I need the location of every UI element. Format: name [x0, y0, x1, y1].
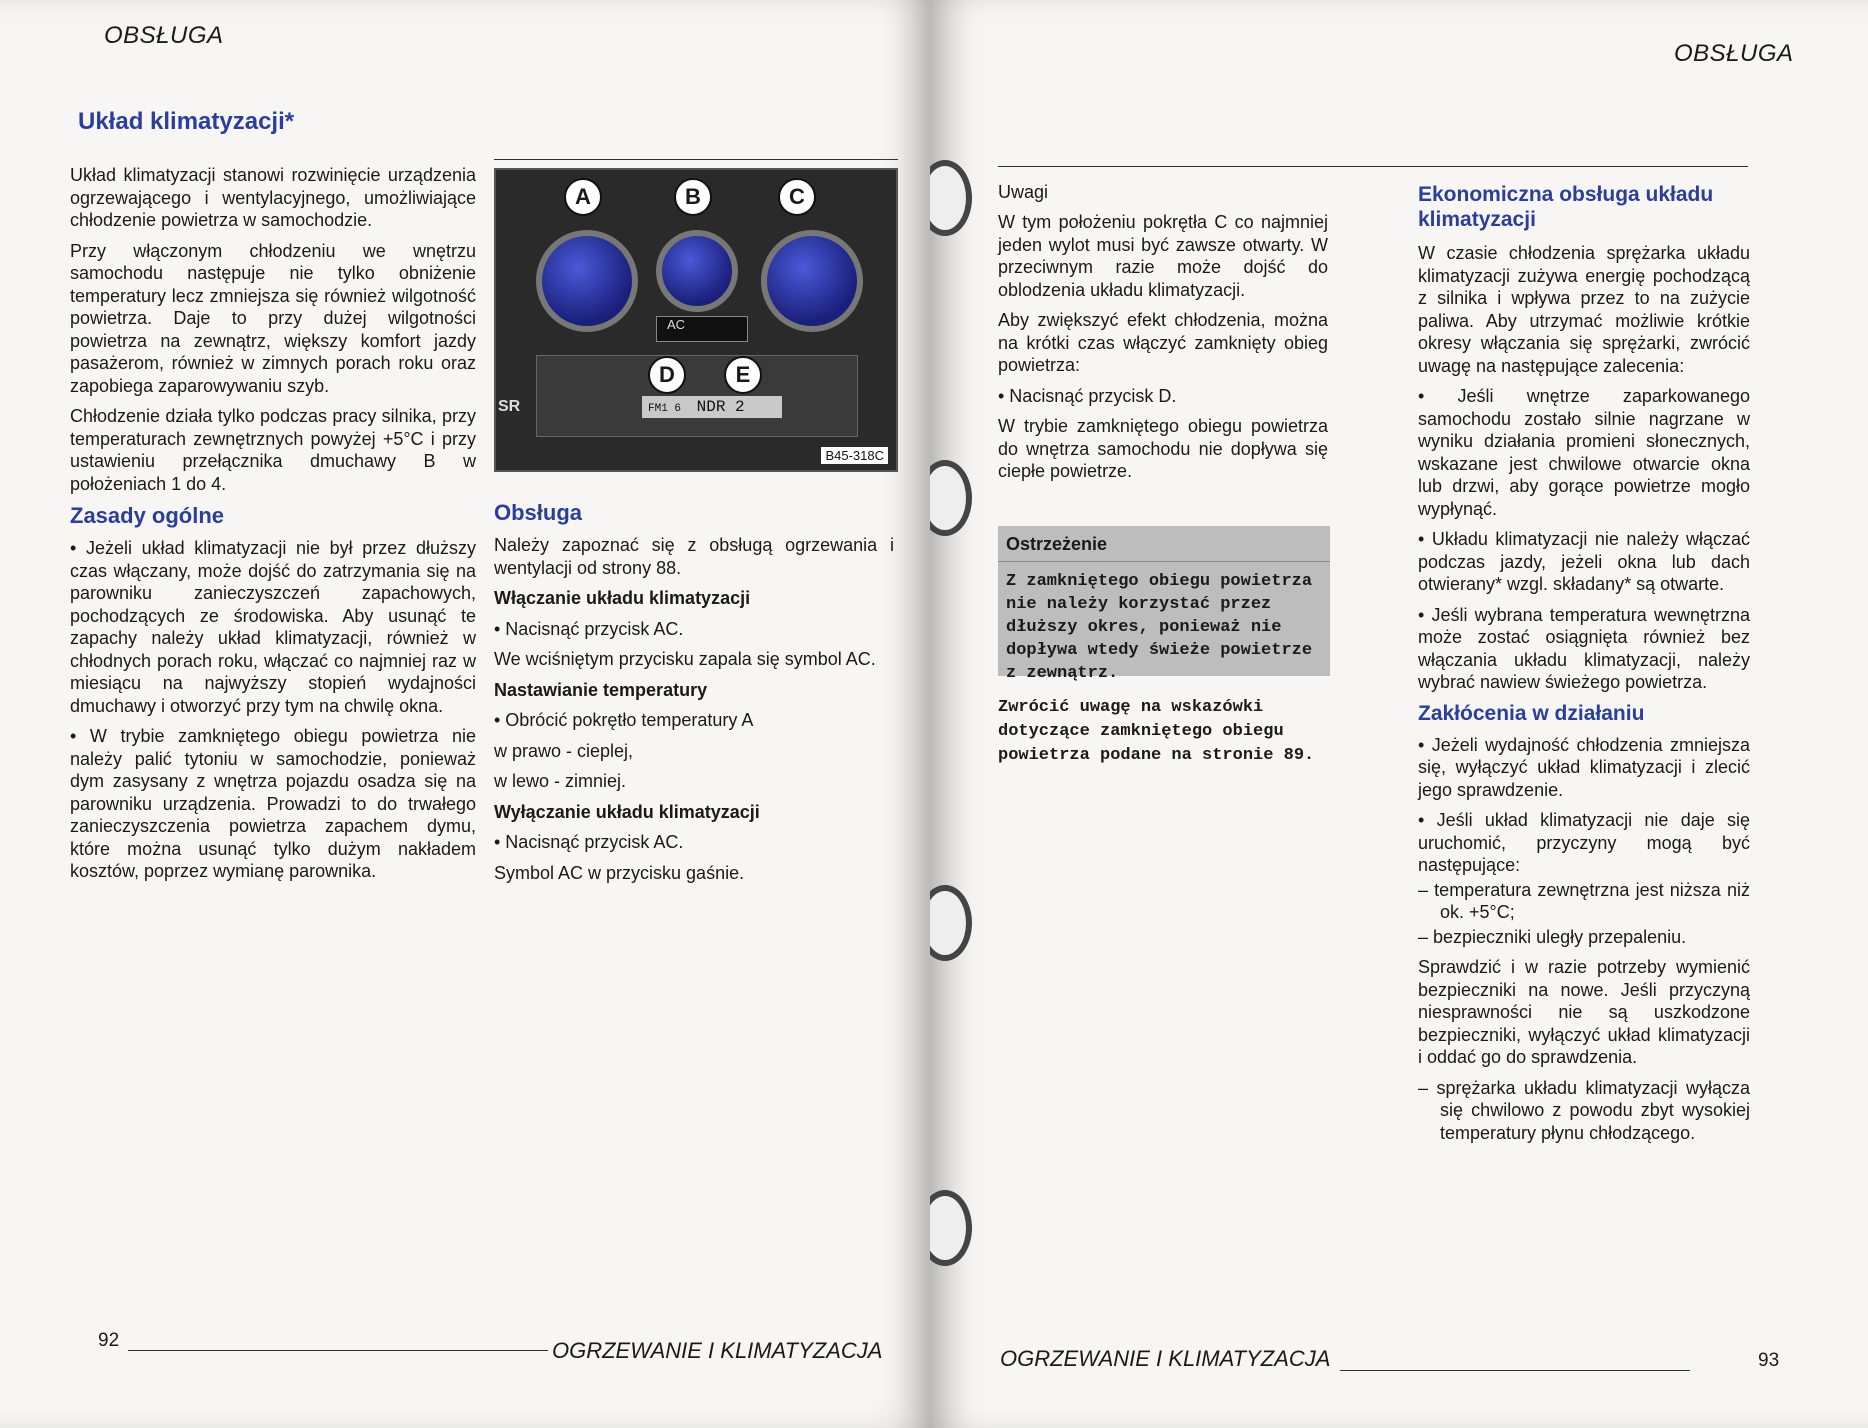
callout-c: C	[778, 178, 816, 216]
paragraph: Aby zwiększyć efekt chłodzenia, można na krótki czas włączyć zamknięty obieg powietrza:	[998, 310, 1328, 375]
operation-text: • Nacisnąć przycisk AC.	[494, 618, 684, 639]
bullet-paragraph: • W trybie zamkniętego obiegu powietrza nie należy palić tytoniu w samochodzie, ponieważ dym zasysany z wnętrza pojazdu osadza się na parowniku urządzenia. Prowadzi to do trwałego zanieczyszczenia powietrza zapachem dymu, które można usunąć tylko dużym nakładem kosztów, poprzez wymianę parownika.	[70, 726, 476, 881]
operation-text: We wciśniętym przycisku zapala się symbol AC.	[494, 649, 876, 669]
subsection-title: Zasady ogólne	[70, 503, 225, 528]
paragraph: W trybie zamkniętego obiegu powietrza do wnętrza samochodu nie dopływa się ciepłe powietrze.	[998, 416, 1328, 481]
paragraph: Sprawdzić i w razie potrzeby wymienić bezpieczniki na nowe. Jeśli przyczyną niesprawności nie są uszkodzone bezpieczniki, wyłączyć układ klimatyzacji i oddać go do sprawdzenia.	[1418, 957, 1750, 1067]
subsection-title: Zakłócenia w działaniu	[1418, 701, 1645, 725]
section-title: Układ klimatyzacji*	[78, 108, 295, 135]
note-bold: Zwrócić uwagę na wskazówki dotyczące zamkniętego obiegu powietrza podane na stronie 89.	[998, 698, 1315, 765]
operation-text: Należy zapoznać się z obsługą ogrzewania i wentylacji od strony 88.	[494, 535, 894, 578]
subsection-title: Ekonomiczna obsługa układu klimatyzacji	[1418, 183, 1714, 231]
binder-ring	[930, 460, 972, 536]
left-edge-label: SR	[498, 398, 521, 415]
operation-list	[494, 534, 894, 884]
left-page	[0, 0, 930, 1428]
callout-a: A	[564, 178, 602, 216]
page-number: 93	[1758, 1350, 1780, 1371]
knob-c	[761, 230, 863, 332]
paragraph: • Nacisnąć przycisk D.	[998, 385, 1177, 406]
page-header: OBSŁUGA	[1674, 40, 1794, 67]
divider	[998, 166, 1748, 167]
radio-display	[642, 396, 782, 418]
divider	[494, 159, 898, 160]
bullet-paragraph: • Jeśli wnętrze zaparkowanego samochodu zostało silnie nagrzane w wyniku działania promieni słonecznych, wskazane jest chwilowe otwarcie okna lub drzwi, aby gorące powietrze mogło wypłynąć.	[1418, 386, 1750, 519]
paragraph: Przy włączonym chłodzeniu we wnętrzu samochodu następuje nie tylko obniżenie temperatury lecz zmniejsza się również wilgotność powietrza. Daje to przy dużej wilgotności powietrza na zewnątrz, większy komfort jazdy pasażerom, również w zimnych porach roku oraz zapobiega zaparowywaniu szyb.	[70, 240, 476, 396]
bullet-paragraph: • Jeśli układ klimatyzacji nie daje się uruchomić, przyczyny mogą być następujące:	[1418, 810, 1750, 875]
binder-ring	[930, 1190, 972, 1266]
footer-rule	[1340, 1370, 1690, 1371]
operation-text: Symbol AC w przycisku gaśnie.	[494, 862, 745, 883]
footer-rule	[128, 1350, 548, 1351]
operation-heading: Włączanie układu klimatyzacji	[494, 588, 751, 608]
operation-text: w prawo - cieplej,	[494, 740, 634, 761]
operation-heading: Nastawianie temperatury	[494, 679, 708, 700]
paragraph: W czasie chłodzenia sprężarka układu klimatyzacji zużywa energię pochodzącą z silnika i wpływa przez to na zużycie paliwa. Aby utrzymać możliwie krótkie okresy włączania się sprężarki, zwrócić uwagę na następujące zalecenia:	[1418, 243, 1750, 376]
notes-column	[998, 182, 1328, 491]
radio-station: NDR 2	[696, 398, 745, 416]
list-item: – bezpieczniki uległy przepaleniu.	[1418, 926, 1687, 947]
intro-column	[70, 164, 476, 891]
page-number: 92	[98, 1330, 120, 1351]
ac-button-panel	[656, 316, 748, 342]
operation-text: • Nacisnąć przycisk AC.	[494, 832, 684, 852]
operation-text: • Obrócić pokrętło temperatury A	[494, 710, 754, 730]
operation-heading: Wyłączanie układu klimatyzacji	[494, 801, 760, 822]
bullet-paragraph: • Układu klimatyzacji nie należy włączać podczas jazdy, jeżeli okna lub dach otwierany* wzgl. składany* są otwarte.	[1418, 529, 1750, 594]
binder-ring	[930, 160, 972, 236]
page-header: OBSŁUGA	[104, 22, 224, 49]
knob-a	[536, 230, 638, 332]
bullet-paragraph: • Jeśli wybrana temperatura wewnętrzna może zostać osiągnięta również bez włączania układu klimatyzacji, należy wybrać nawiew świeżego powietrza.	[1418, 604, 1750, 692]
subsection-title: Obsługa	[494, 500, 583, 525]
radio-mode: FM1 6	[648, 403, 682, 415]
bullet-paragraph: • Jeżeli układ klimatyzacji nie był przez dłuższy czas włączany, może dojść do zatrzymania się na parowniku zanieczyszczeń zapachowych, pochodzących ze środowiska. Aby usunąć te zapachy należy układ klimatyzacji, również w chłodnych porach roku, włączać co najmniej raz w miesiącu na najwyższy stopień wydajności dmuchawy i otworzyć przy tym na chwilę okna.	[70, 538, 476, 716]
footer-title: OGRZEWANIE I KLIMATYZACJA	[1000, 1346, 1331, 1371]
list-item: – temperatura zewnętrzna jest niższa niż ok. +5°C;	[1418, 879, 1750, 922]
list-item: – sprężarka układu klimatyzacji wyłącza się chwilowo z powodu zbyt wysokiej temperatury płynu chłodzącego.	[1418, 1077, 1750, 1143]
radio-unit	[536, 355, 858, 437]
ac-symbol: AC	[667, 317, 686, 332]
paragraph: Chłodzenie działa tylko podczas pracy silnika, przy temperaturach zewnętrznych powyżej +5°C i przy ustawieniu przełącznika dmuchawy B w położeniach 1 do 4.	[70, 406, 476, 494]
warning-box	[998, 526, 1330, 683]
knob-b	[656, 230, 738, 312]
right-page	[930, 0, 1868, 1428]
warning-text: Z zamkniętego obiegu powietrza nie należy korzystać przez dłuższy okres, ponieważ nie dopływa wtedy świeże powietrze z zewnątrz.	[1006, 572, 1313, 683]
operation-text: w lewo - zimniej.	[494, 771, 627, 791]
callout-b: B	[674, 178, 712, 216]
binder-ring	[930, 885, 972, 961]
footer-title: OGRZEWANIE I KLIMATYZACJA	[552, 1338, 883, 1363]
notes-title: Uwagi	[998, 182, 1049, 202]
callout-e: E	[724, 356, 762, 394]
figure-code: B45-318C	[821, 447, 888, 464]
paragraph: Układ klimatyzacji stanowi rozwinięcie urządzenia ogrzewającego i wentylacyjnego, umożliwiające chłodzenie powietrza w samochodzie.	[70, 165, 476, 230]
bullet-paragraph: • Jeżeli wydajność chłodzenia zmniejsza się, wyłączyć układ klimatyzacji i zlecić jego sprawdzenie.	[1418, 734, 1750, 800]
eco-column	[1418, 182, 1750, 1152]
callout-d: D	[648, 356, 686, 394]
operation-column	[494, 500, 894, 892]
climate-panel-figure	[494, 168, 898, 472]
warning-title: Ostrzeżenie	[998, 526, 1330, 562]
paragraph: W tym położeniu pokrętła C co najmniej jeden wylot musi być zawsze otwarty. W przeciwnym razie może dojść do oblodzenia układu klimatyzacji.	[998, 212, 1328, 300]
